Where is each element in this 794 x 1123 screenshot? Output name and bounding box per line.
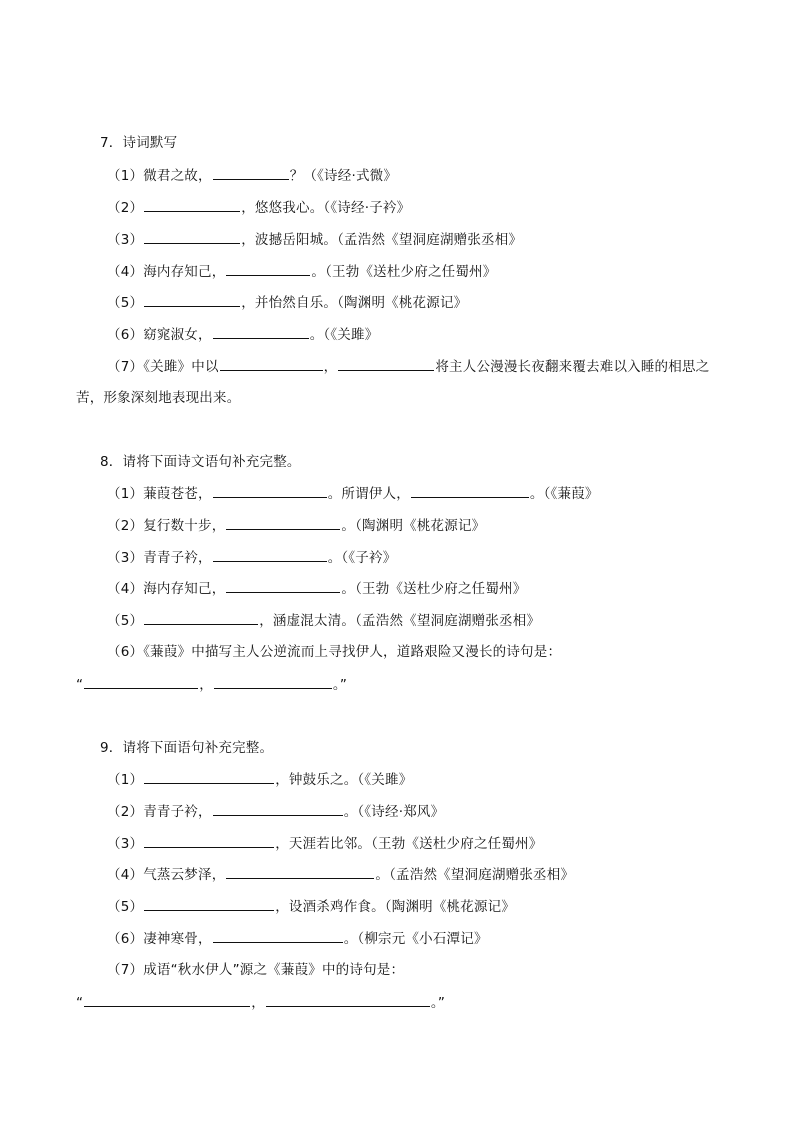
answer-blank[interactable] — [144, 833, 274, 848]
answer-blank[interactable] — [84, 674, 198, 689]
q9-item-6: （6）凄神寒骨， 。（柳宗元《小石潭记》 — [107, 928, 488, 949]
q7-item-2: （2） ，悠悠我心。（《诗经·子衿》 — [107, 197, 410, 218]
answer-blank[interactable] — [144, 769, 274, 784]
answer-blank[interactable] — [220, 356, 323, 371]
answer-blank[interactable] — [214, 674, 332, 689]
q8-item-3: （3）青青子衿， 。（《子衿》 — [107, 547, 396, 568]
answer-blank[interactable] — [226, 578, 340, 593]
answer-blank[interactable] — [226, 515, 340, 530]
answer-blank[interactable] — [84, 992, 250, 1007]
answer-blank[interactable] — [213, 324, 309, 339]
answer-blank[interactable] — [213, 928, 343, 943]
q7-item-5: （5） ，并怡然自乐。（陶渊明《桃花源记》 — [107, 292, 467, 313]
q8-item-5: （5） ，涵虚混太清。（孟浩然《望洞庭湖赠张丞相》 — [107, 610, 540, 631]
q9-title: 9．请将下面语句补充完整。 — [100, 740, 274, 756]
q8-item-2: （2）复行数十步， 。（陶渊明《桃花源记》 — [107, 515, 485, 536]
q7-item-7: （7）《关雎》中以 ， 将主人公漫漫长夜翻来覆去难以入睡的相思之 — [107, 356, 709, 377]
answer-blank[interactable] — [213, 801, 343, 816]
q9-item-7: （7）成语“秋水伊人”源之《蒹葭》中的诗句是： — [107, 962, 405, 978]
q9-item-5: （5） ，设酒杀鸡作食。（陶渊明《桃花源记》 — [107, 896, 515, 917]
q7-item-1: （1）微君之故， ？（《诗经·式微》 — [107, 165, 397, 186]
q7-item-4: （4）海内存知己， 。（王勃《送杜少府之任蜀州》 — [107, 261, 496, 282]
answer-blank[interactable] — [226, 864, 374, 879]
q9-item-4: （4）气蒸云梦泽， 。（孟浩然《望洞庭湖赠张丞相》 — [107, 864, 574, 885]
q8-item-1: （1）蒹葭苍苍， 。所谓伊人， 。（《蒹葭》 — [107, 483, 599, 504]
answer-blank[interactable] — [144, 292, 240, 307]
q9-item-3: （3） ，天涯若比邻。（王勃《送杜少府之任蜀州》 — [107, 833, 542, 854]
answer-blank[interactable] — [266, 992, 430, 1007]
answer-blank[interactable] — [411, 483, 529, 498]
q8-item-6-answer: “ ， 。” — [76, 674, 347, 695]
answer-blank[interactable] — [144, 896, 274, 911]
q7-title: 7．诗词默写 — [100, 135, 178, 151]
answer-blank[interactable] — [144, 610, 258, 625]
answer-blank[interactable] — [226, 261, 310, 276]
q9-item-1: （1） ，钟鼓乐之。（《关雎》 — [107, 769, 412, 790]
q8-title: 8．请将下面诗文语句补充完整。 — [100, 454, 301, 470]
answer-blank[interactable] — [144, 197, 240, 212]
q8-item-6: （6）《蒹葭》中描写主人公逆流而上寻找伊人，道路艰险又漫长的诗句是： — [107, 644, 562, 660]
q7-item-3: （3） ，波撼岳阳城。（孟浩然《望洞庭湖赠张丞相》 — [107, 229, 522, 250]
answer-blank[interactable] — [213, 547, 327, 562]
q8-item-4: （4）海内存知己， 。（王勃《送杜少府之任蜀州》 — [107, 578, 526, 599]
answer-blank[interactable] — [144, 229, 240, 244]
q7-item-7-cont: 苦，形象深刻地表现出来。 — [76, 390, 241, 406]
answer-blank[interactable] — [213, 165, 289, 180]
q9-item-2: （2）青青子衿， 。（《诗经·郑风》 — [107, 801, 444, 822]
answer-blank[interactable] — [338, 356, 434, 371]
q7-item-6: （6）窈窕淑女， 。（《关雎》 — [107, 324, 378, 345]
answer-blank[interactable] — [213, 483, 327, 498]
q9-item-7-answer: “ ， 。” — [76, 992, 445, 1013]
